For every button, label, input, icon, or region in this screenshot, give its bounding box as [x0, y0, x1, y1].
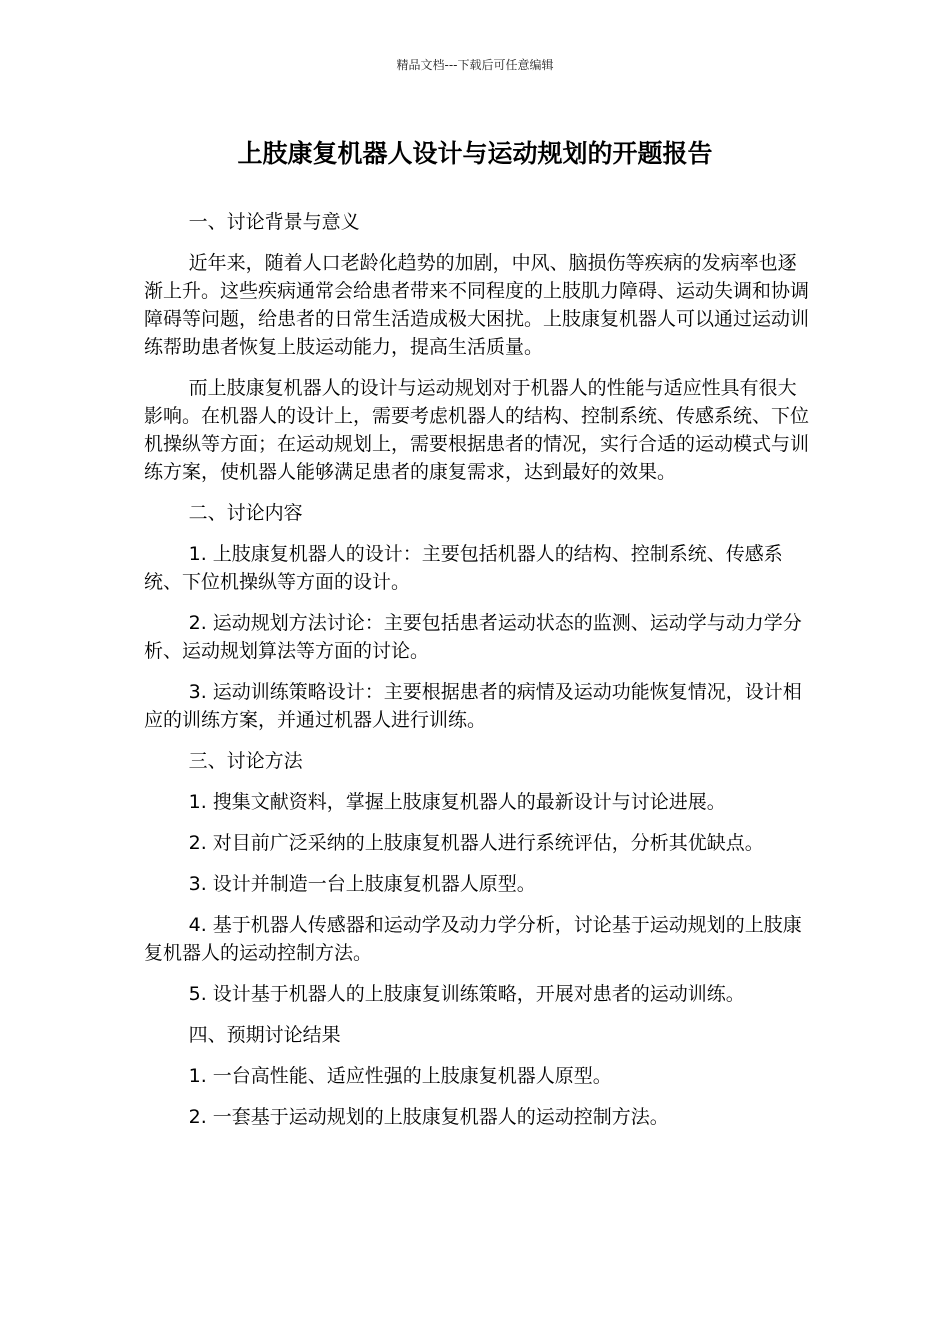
- content-item-3: 3. 运动训练策略设计：主要根据患者的病情及运动功能恢复情况，设计相应的训练方案，并通过机器人进行训练。: [144, 681, 802, 731]
- paragraph-background-1: 近年来，随着人口老龄化趋势的加剧，中风、脑损伤等疾病的发病率也逐渐上升。这些疾病通常会给患者带来不同程度的上肢肌力障碍、运动失调和协调障碍等问题，给患者的日常生活造成极大困扰。上肢康复机器人可以通过运动训练帮助患者恢复上肢运动能力，提高生活质量。: [144, 252, 810, 358]
- section-heading-expected-results: 四、预期讨论结果: [188, 1024, 341, 1046]
- document-title: 上肢康复机器人设计与运动规划的开题报告: [237, 139, 713, 168]
- method-item-5: 5. 设计基于机器人的上肢康复训练策略，开展对患者的运动训练。: [188, 983, 745, 1005]
- document-body: [144, 208, 810, 1144]
- paragraph-background-2: 而上肢康复机器人的设计与运动规划对于机器人的性能与适应性具有很大影响。在机器人的设计上，需要考虑机器人的结构、控制系统、传感系统、下位机操纵等方面；在运动规划上，需要根据患者的情况，实行合适的运动模式与训练方案，使机器人能够满足患者的康复需求，达到最好的效果。: [144, 377, 810, 483]
- section-heading-background: 一、讨论背景与意义: [188, 211, 360, 233]
- method-item-3: 3. 设计并制造一台上肢康复机器人原型。: [188, 873, 536, 895]
- content-item-2: 2. 运动规划方法讨论：主要包括患者运动状态的监测、运动学与动力学分析、运动规划算法等方面的讨论。: [144, 612, 802, 662]
- method-item-4: 4. 基于机器人传感器和运动学及动力学分析，讨论基于运动规划的上肢康复机器人的运动控制方法。: [144, 914, 802, 964]
- result-item-2: 2. 一套基于运动规划的上肢康复机器人的运动控制方法。: [188, 1106, 669, 1128]
- method-item-1: 1. 搜集文献资料，掌握上肢康复机器人的最新设计与讨论进展。: [188, 791, 726, 813]
- page-header-watermark: 精品文档---下载后可任意编辑: [396, 58, 554, 72]
- content-item-1: 1. 上肢康复机器人的设计：主要包括机器人的结构、控制系统、传感系统、下位机操纵等方面的设计。: [144, 543, 783, 593]
- result-item-1: 1. 一台高性能、适应性强的上肢康复机器人原型。: [188, 1065, 612, 1087]
- section-heading-content: 二、讨论内容: [188, 502, 303, 524]
- section-heading-methods: 三、讨论方法: [188, 750, 303, 772]
- method-item-2: 2. 对目前广泛采纳的上肢康复机器人进行系统评估，分析其优缺点。: [188, 832, 764, 854]
